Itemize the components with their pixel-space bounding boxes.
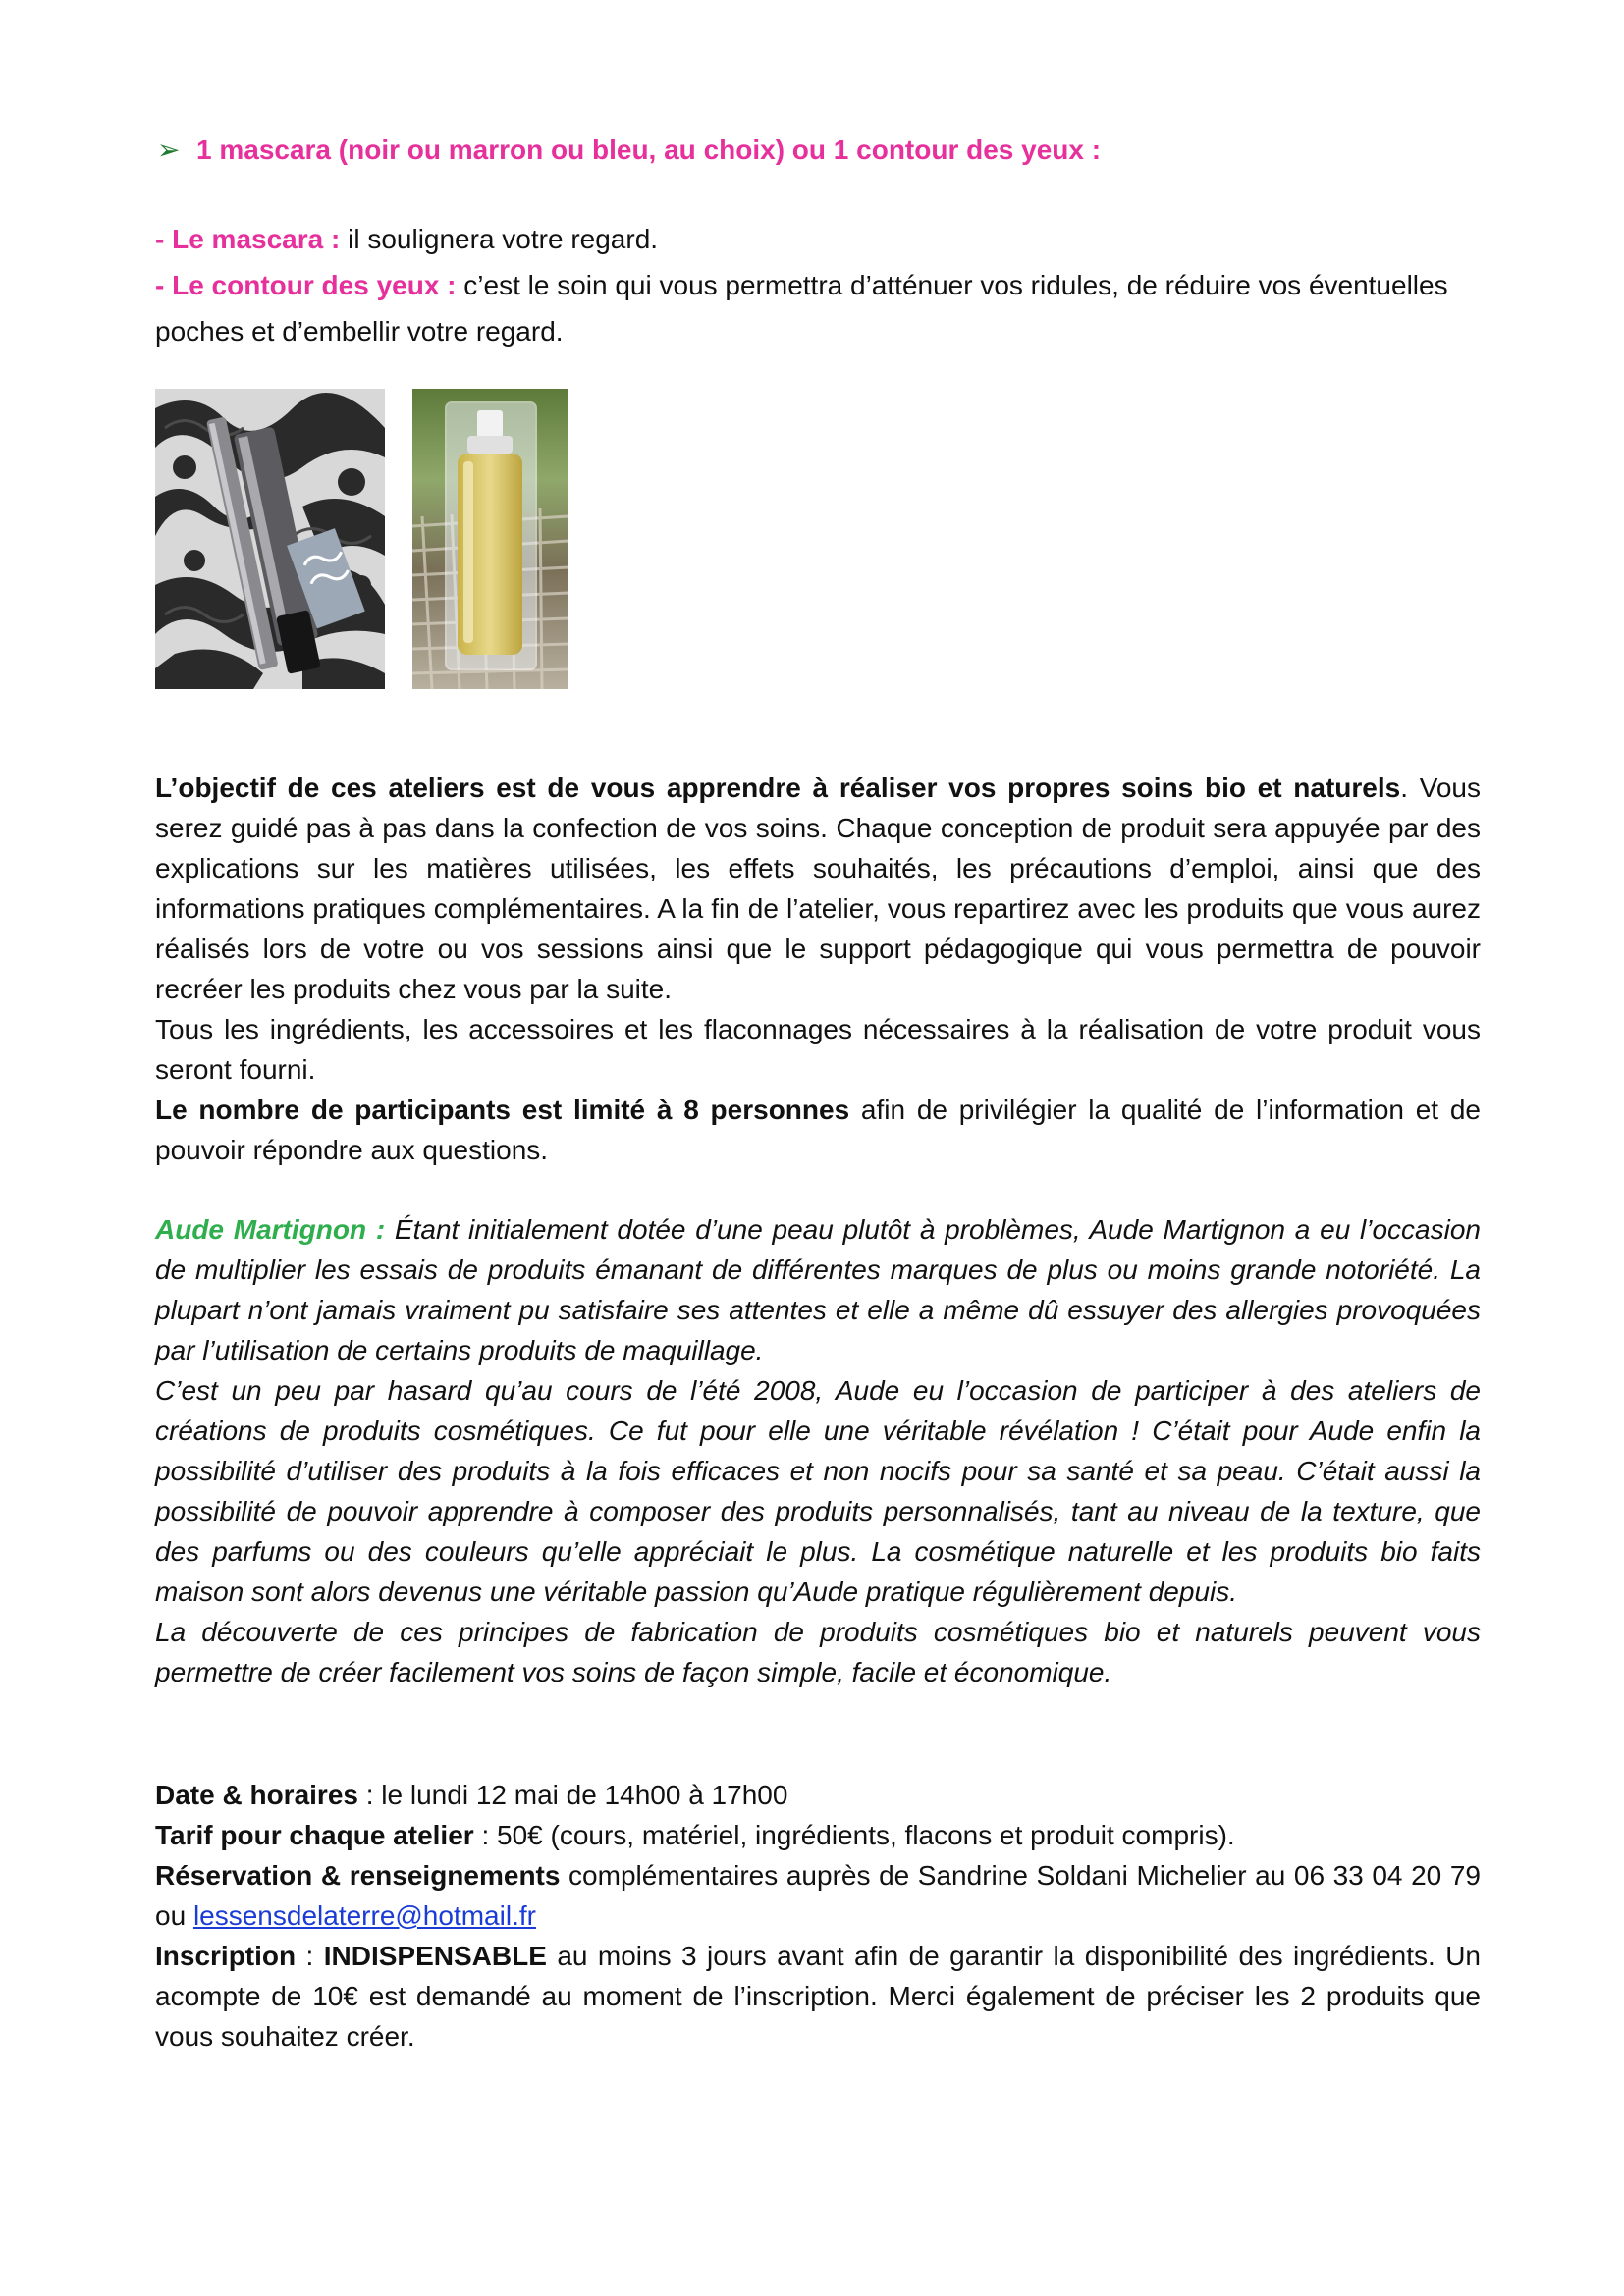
date-label: Date & horaires	[155, 1780, 358, 1810]
objective-paragraph	[155, 768, 1481, 1170]
biography-paragraph	[155, 1209, 1481, 1692]
participants-text: afin de privilégier la qualité de l’information et de pouvoir répondre aux questions.	[155, 1095, 1481, 1165]
arrow-bullet-icon: ➢	[157, 134, 181, 165]
product-heading-text: 1 mascara (noir ou marron ou bleu, au choix) ou 1 contour des yeux :	[196, 134, 1102, 165]
biography-text-1: Étant initialement dotée d’une peau plutôt à problèmes, Aude Martignon a eu l’occasion de multiplier les essais de produits émanant de différentes marques de plus ou moins grande notoriété. La plupart n’ont jamais vraiment pu satisfaire ses attentes et elle a même dû essuyer des allergies provoquées par l’utilisation de certains produits de maquillage.	[155, 1214, 1481, 1365]
tarif-text: : 50€ (cours, matériel, ingrédients, flacons et produit compris).	[473, 1820, 1235, 1850]
date-text: : le lundi 12 mai de 14h00 à 17h00	[357, 1780, 788, 1810]
objective-text: . Vous serez guidé pas à pas dans la confection de vos soins. Chaque conception de produit sera appuyée par des explications sur les matières utilisées, les effets souhaités, les précautions d’emploi, ainsi que des informations pratiques complémentaires. A la fin de l’atelier, vous repartirez avec les produits que vous aurez réalisés lors de votre ou vos sessions ainsi que le support pédagogique qui vous permettra de pouvoir recréer les produits chez vous par la suite.	[155, 773, 1481, 1004]
email-link[interactable]: lessensdelaterre@hotmail.fr	[192, 1900, 536, 1931]
product-description	[155, 216, 1490, 354]
inscription-required: INDISPENSABLE	[323, 1941, 547, 1971]
reservation-label: Réservation & renseignements	[155, 1860, 561, 1891]
inscription-label: Inscription	[155, 1941, 297, 1971]
mascara-photo	[155, 389, 385, 689]
author-name: Aude Martignon :	[155, 1214, 386, 1245]
objective-bold: L’objectif de ces ateliers est de vous apprendre à réaliser vos propres soins bio et naturels	[155, 773, 1401, 803]
ingredients-text: Tous les ingrédients, les accessoires et les flaconnages nécessaires à la réalisation de votre produit vous seront fourni.	[155, 1014, 1481, 1085]
biography-text-3: La découverte de ces principes de fabrication de produits cosmétiques bio et naturels peuvent vous permettre de créer facilement vos soins de façon simple, facile et économique.	[155, 1617, 1481, 1687]
practical-info	[155, 1775, 1481, 2056]
inscription-separator: :	[296, 1941, 324, 1971]
contour-text: c’est le soin qui vous permettra d’atténuer vos ridules, de réduire vos éventuelles poches et d’embellir votre regard.	[155, 270, 1448, 347]
tarif-label: Tarif pour chaque atelier	[155, 1820, 474, 1850]
participants-bold: Le nombre de participants est limité à 8 personnes	[155, 1095, 850, 1125]
product-heading	[157, 133, 1101, 166]
inscription-text: au moins 3 jours avant afin de garantir la disponibilité des ingrédients. Un acompte de 10€ est demandé au moment de l’inscription. Merci également de préciser les 2 produits que vous souhaitez créer.	[155, 1941, 1481, 2052]
eye-contour-cream-photo	[412, 389, 568, 689]
mascara-text: il soulignera votre regard.	[340, 224, 659, 254]
biography-text-2: C’est un peu par hasard qu’au cours de l’été 2008, Aude eu l’occasion de participer à des ateliers de créations de produits cosmétiques. Ce fut pour elle une véritable révélation ! C’était pour Aude enfin la possibilité d’utiliser des produits à la fois efficaces et non nocifs pour sa santé et sa peau. C’était aussi la possibilité de pouvoir apprendre à composer des produits personnalisés, tant au niveau de la texture, que des parfums ou des couleurs qu’elle appréciait le plus. La cosmétique naturelle et les produits bio faits maison sont alors devenus une véritable passion qu’Aude pratique régulièrement depuis.	[155, 1375, 1481, 1607]
reservation-text: complémentaires auprès de Sandrine Soldani Michelier au 06 33 04 20 79 ou	[155, 1860, 1481, 1931]
contour-label: - Le contour des yeux :	[155, 270, 457, 300]
mascara-label: - Le mascara :	[155, 224, 341, 254]
